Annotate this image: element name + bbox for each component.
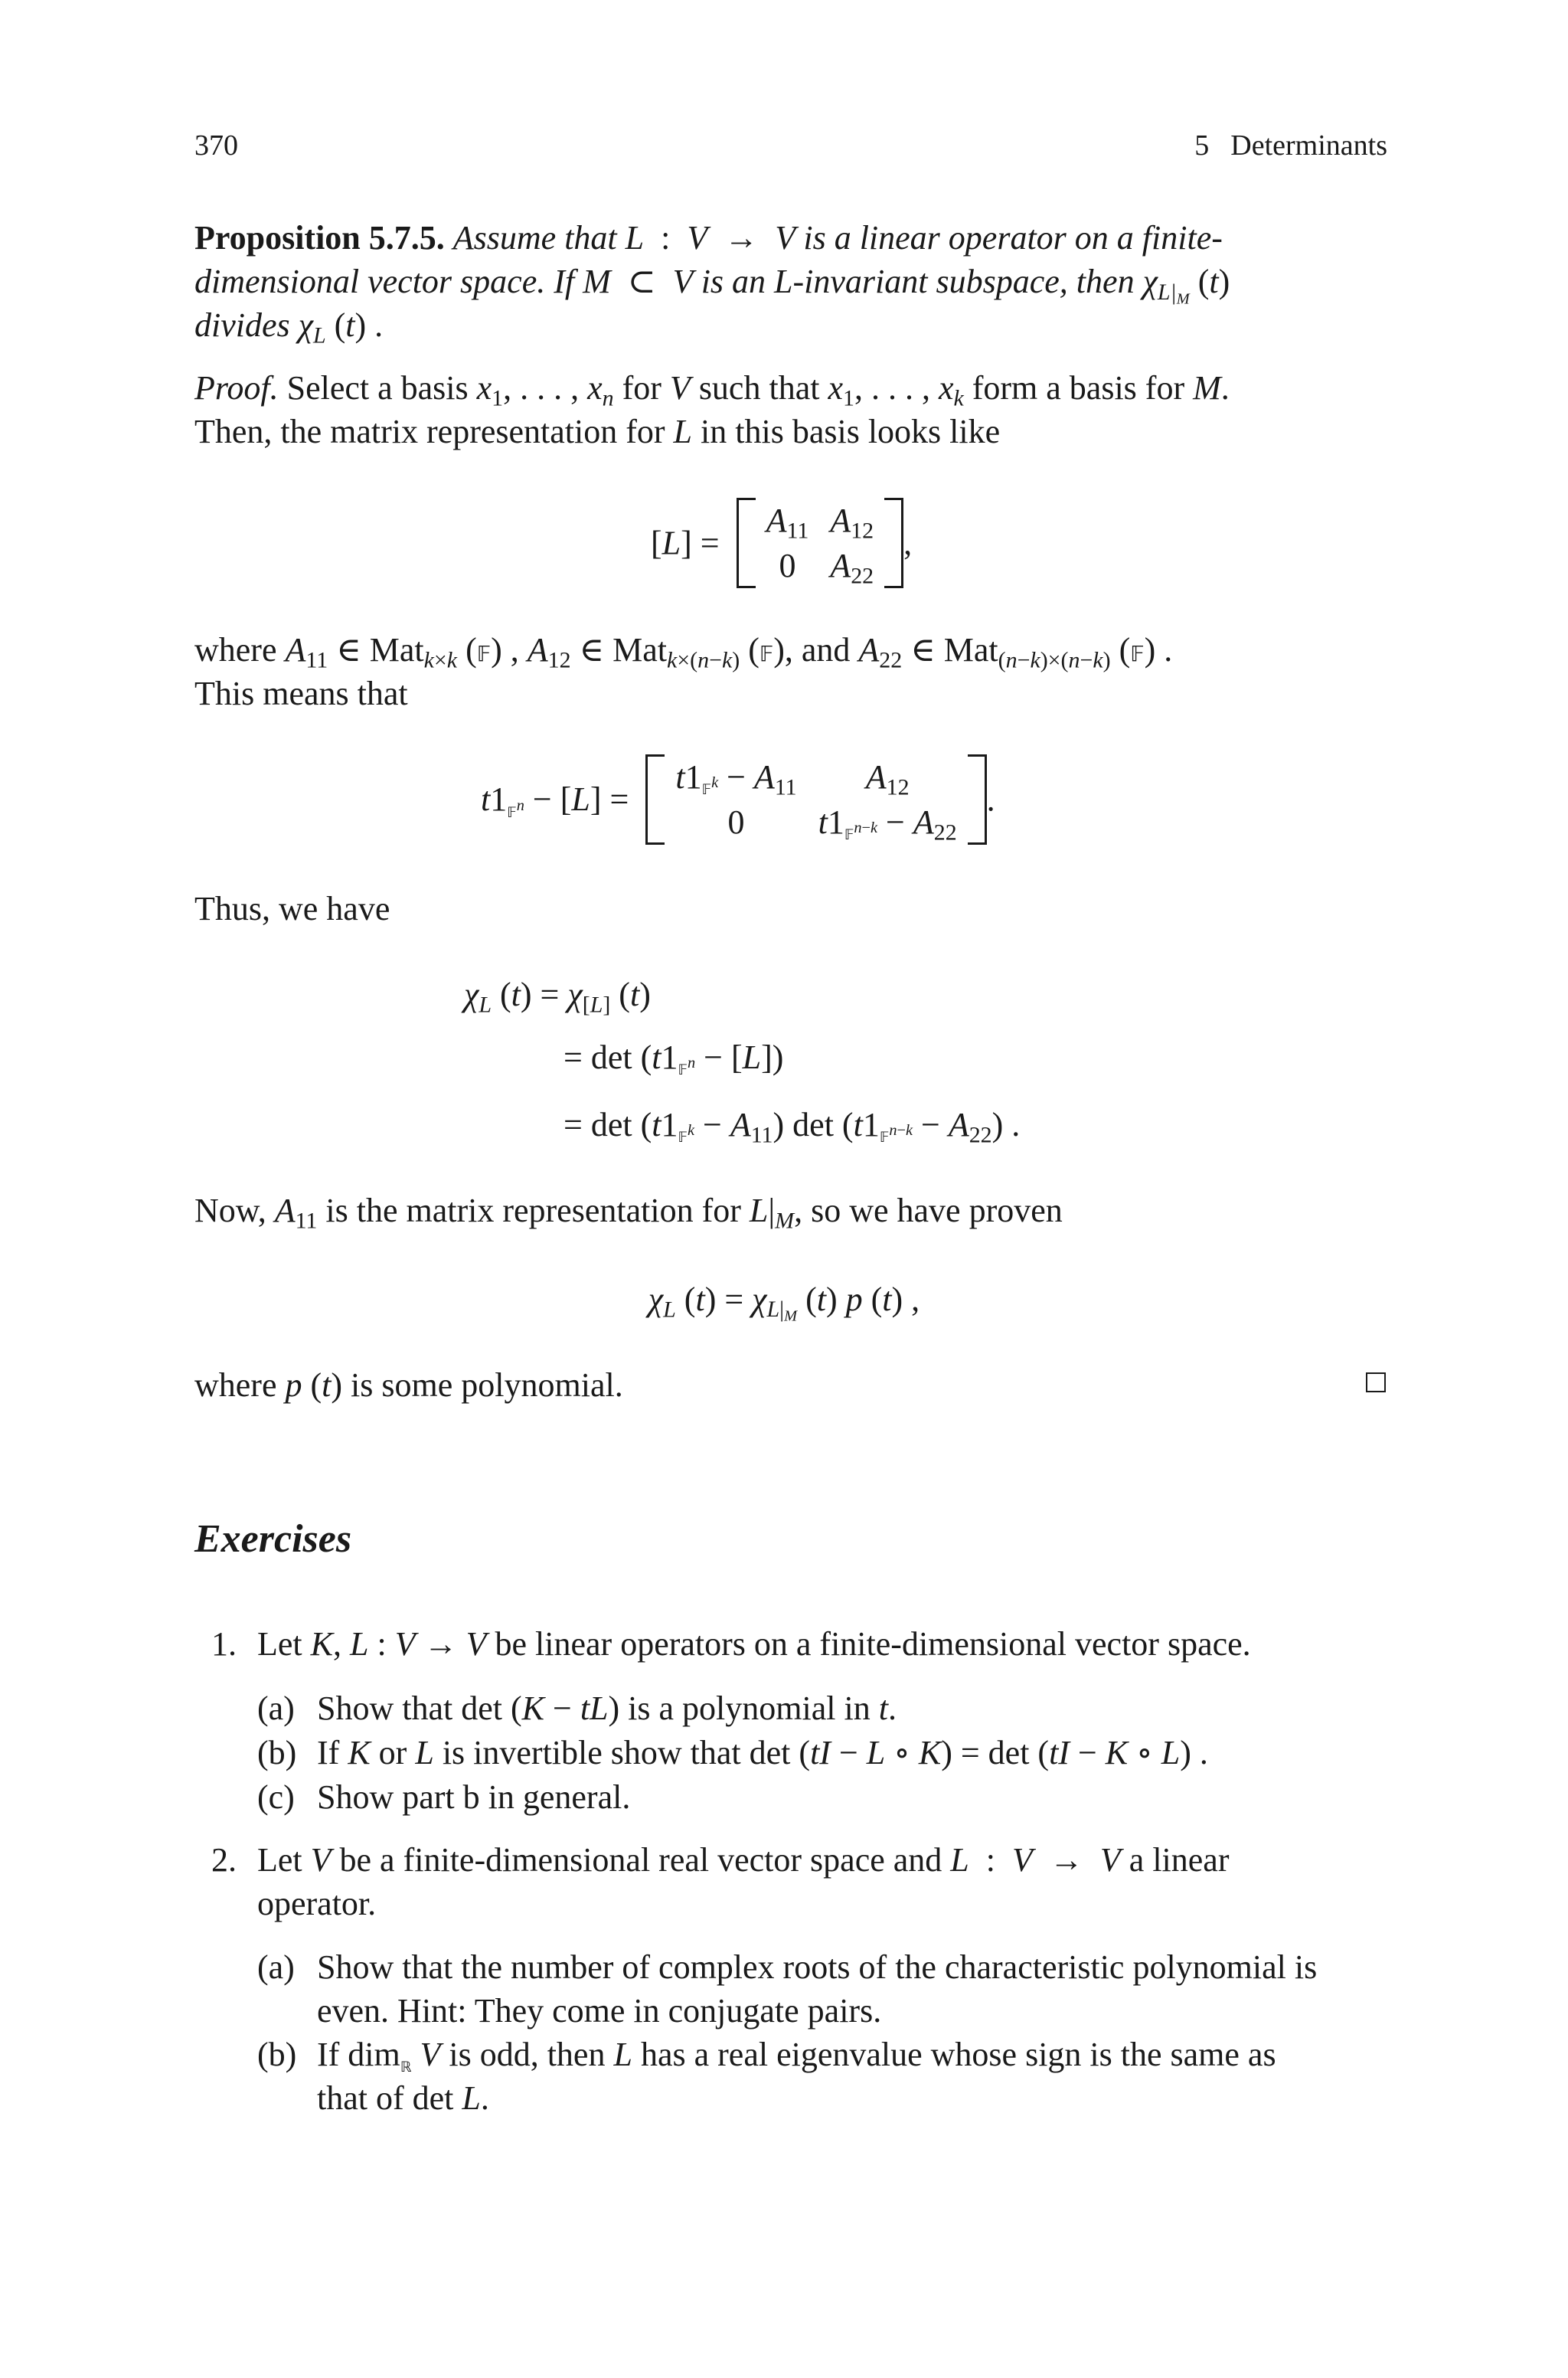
qed-square-icon	[1366, 1372, 1386, 1392]
thus-line: Thus, we have	[194, 890, 390, 927]
exercise-1a-label: (a)	[257, 1689, 295, 1727]
proposition-line-3: divides $\chi_L$ (t) .	[194, 306, 384, 348]
now-line: Now, $A_{11}$ is the matrix representation for $L|_M$, so we have proven	[194, 1192, 1063, 1234]
chapter-title: Determinants	[1230, 129, 1387, 162]
exercise-2b-label: (b)	[257, 2036, 297, 2073]
equation-block-matrix: [L] = $A_{11}$ $A_{12}$ 0 $A_{22}$ ,	[651, 498, 912, 588]
where-line-1: where $A_{11}$ ∈ Mat$_{k\times k}$ (𝔽) , $A_{12}$ ∈ Mat$_{k\times(n-k)}$ (𝔽), and $A_{22}$ ∈ Mat$_{(n-k)\times(n-k)}$ (𝔽) .	[194, 631, 1173, 673]
exercise-2b-line-1: If dim$_ℝ$ V is odd, then L has a real eigenvalue whose sign is the same as	[317, 2036, 1276, 2076]
where-line-2: This means that	[194, 675, 408, 713]
proposition-line-2: dimensional vector space. If M ⊂ V is an L-invariant subspace, then $\chi_{L|_M}$ (t)	[194, 263, 1230, 308]
running-header	[1194, 127, 1387, 165]
exercise-2b-text	[317, 2033, 1389, 2120]
exercise-2a-line-1: Show that the number of complex roots of the characteristic polynomial is	[317, 1948, 1318, 1986]
exercise-2a-label: (a)	[257, 1948, 295, 1986]
chapter-number: 5	[1194, 129, 1210, 162]
exercise-2a-text	[317, 1945, 1389, 2033]
proof-line-2: Then, the matrix representation for L in this basis looks like	[194, 413, 1001, 451]
proposition	[194, 216, 1389, 348]
exercise-2b-line-2: that of det L.	[317, 2079, 489, 2118]
exercise-2a-line-2: even. Hint: They come in conjugate pairs.	[317, 1992, 882, 2030]
exercise-2-number: 2.	[211, 1841, 237, 1879]
exercise-1c-label: (c)	[257, 1778, 295, 1816]
exercise-1-text: Let K, L : V → V be linear operators on a finite-dimensional vector space.	[257, 1625, 1251, 1663]
exercise-1b-text: If K or L is invertible show that det (tI − L ∘ K) = det (tI − K ∘ L) .	[317, 1734, 1208, 1771]
exercises-heading: Exercises	[194, 1517, 352, 1561]
matrix-t-minus-L: $t1_{𝔽^k} - A_{11}$ $A_{12}$ 0 $t1_{𝔽^{n-k}} - A_{22}$	[645, 754, 986, 845]
proposition-line-1: Proposition 5.7.5. Assume that L : V → V is a linear operator on a finite-	[194, 219, 1223, 257]
proof-intro	[194, 366, 1389, 453]
exercise-1-number: 1.	[211, 1625, 237, 1663]
matrix-L: $A_{11}$ $A_{12}$ 0 $A_{22}$	[737, 498, 903, 588]
end-line: where p (t) is some polynomial.	[194, 1366, 623, 1404]
chain-line-2: = $\det (t1_{𝔽^n} - [L])$	[564, 1039, 784, 1079]
equation-t-minus-L: $t1_{𝔽^n} - [L]$ = $t1_{𝔽^k} - A_{11}$ $A_{12}$ 0 $t1_{𝔽^{n-k}} - A_{22}$ .	[481, 754, 995, 845]
exercise-2-text	[257, 1838, 1389, 1925]
proof-label: Proof.	[194, 369, 279, 407]
exercise-1b-label: (b)	[257, 1734, 297, 1771]
final-equation: $\chi_L$ $(t) = \chi_{L|_M}$ (t) p (t) ,	[648, 1281, 920, 1326]
exercise-2-line-2: operator.	[257, 1885, 377, 1923]
proposition-label: Proposition 5.7.5.	[194, 219, 445, 257]
exercise-1c-text: Show part b in general.	[317, 1778, 631, 1816]
where-clause	[194, 628, 1389, 715]
chain-line-1: $\chi_L$ $(t) = \chi_{[L]}$ (t)	[464, 976, 651, 1018]
page-number: 370	[194, 129, 238, 162]
exercise-2-line-1: Let V be a finite-dimensional real vector space and L : V → V a linear	[257, 1841, 1230, 1879]
chain-line-3: = $\det (t1_{𝔽^k} - A_{11})$ $\det (t1_{𝔽^{n-k}} - A_{22})$ .	[564, 1106, 1021, 1148]
proof-line-1: Proof. Select a basis $x_1$, . . . , $x_n$ for V such that $x_1$, . . . , $x_k$ form a basis for M.	[194, 369, 1230, 411]
exercise-1a-text: Show that det (K − tL) is a polynomial in t.	[317, 1689, 897, 1727]
